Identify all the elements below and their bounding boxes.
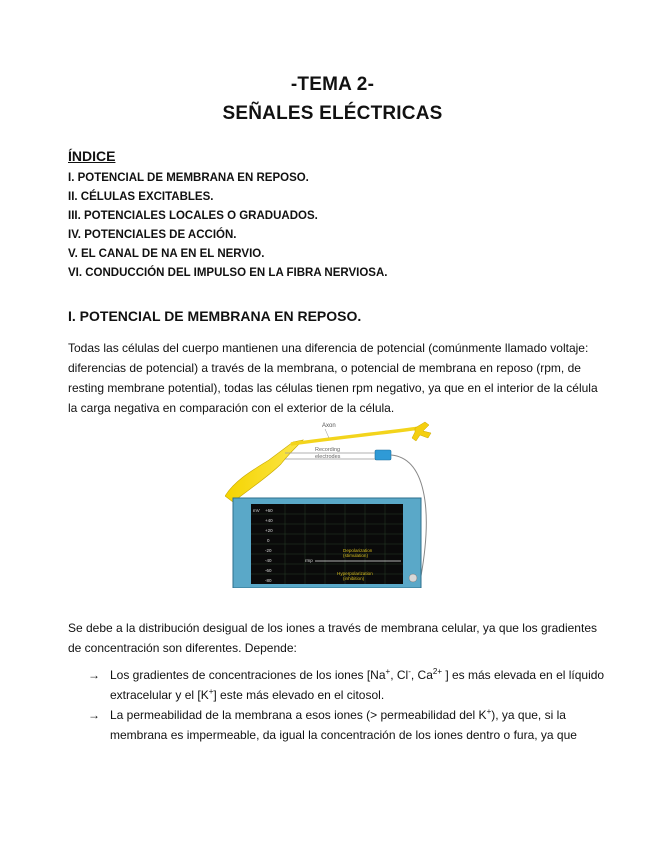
depolarization-label: (stimulation) (343, 553, 369, 558)
paragraph: Se debe a la distribución desigual de los iones a través de membrana celular, ya que los gradientes de concentración son diferentes. Depende: (68, 621, 597, 655)
neuron-soma (225, 440, 303, 502)
axon-terminal (412, 422, 431, 441)
tick-label: +40 (265, 518, 273, 523)
arrow-icon: → (88, 708, 100, 722)
page-title: -TEMA 2- (290, 74, 375, 95)
index-item: IV. POTENCIALES DE ACCIÓN. (68, 229, 237, 241)
hyperpolarization-label: (inhibition) (343, 576, 365, 581)
bullet-text: ] es más elevada en el líquido extracelular y el [K (110, 668, 605, 702)
index-list (68, 169, 387, 283)
superscript: + (385, 667, 391, 676)
bullet-text: La permeabilidad de la membrana a esos iones (> permeabilidad del K (110, 708, 487, 722)
hyperpolarization-label: Hyperpolarization (337, 571, 373, 576)
tick-label: -40 (265, 558, 272, 563)
bullet-text: Los gradientes de concentraciones de los iones [Na (110, 668, 386, 682)
tick-label: 0 (267, 538, 270, 543)
electrode-label: electrodes (315, 454, 341, 460)
superscript: - (408, 667, 411, 676)
index-item: II. CÉLULAS EXCITABLES. (68, 191, 214, 203)
tick-label: -60 (265, 568, 272, 573)
index-item: III. POTENCIALES LOCALES O GRADUADOS. (68, 210, 318, 222)
electrode-box (375, 450, 391, 460)
bullet-text: ), ya que, si la membrana es impermeable, da igual la concentración de los iones dentro o fura, ya que (110, 708, 577, 742)
tick-label: +20 (265, 528, 273, 533)
tick-label: +60 (265, 508, 273, 513)
rmp-label: rmp (305, 558, 313, 563)
tick-label: -80 (265, 578, 272, 583)
axon (291, 428, 420, 444)
depolarization-label: Depolarization (343, 548, 373, 553)
bullet-text: ] este más elevado en el citosol. (213, 688, 385, 702)
bullet-text: , Ca (410, 668, 433, 682)
membrane-potential-figure (225, 418, 450, 588)
knob-icon (409, 574, 417, 582)
unit-label: mV (253, 508, 260, 513)
electrode-label: Recording (315, 447, 341, 453)
superscript: + (208, 687, 214, 696)
arrow-icon: → (88, 668, 100, 682)
bullet-list (88, 665, 608, 745)
section-heading: I. POTENCIAL DE MEMBRANA EN REPOSO. (68, 308, 362, 324)
index-heading: ÍNDICE (68, 148, 116, 164)
paragraph: Todas las células del cuerpo mantienen una diferencia de potencial (comúnmente llamado voltaje: diferencias de potencial) a través de la membrana, o potencial de membrana en reposo (rpm, de resting membrane potential), todas las células tienen rpm negativo, ya que en el interior de la célula la carga negativa en comparación con el exterior de la célula. (68, 341, 598, 415)
index-item: VI. CONDUCCIÓN DEL IMPULSO EN LA FIBRA NERVIOSA. (68, 267, 388, 279)
list-item (88, 705, 608, 745)
list-item (88, 665, 608, 705)
index-item: I. POTENCIAL DE MEMBRANA EN REPOSO. (68, 172, 309, 184)
axon-label: Axon (322, 423, 336, 429)
bullet-text: , Cl (390, 668, 409, 682)
index-item: V. EL CANAL DE NA EN EL NERVIO. (68, 248, 265, 260)
superscript: 2+ (432, 667, 442, 676)
page-subtitle: SEÑALES ELÉCTRICAS (222, 103, 443, 124)
tick-label: -20 (265, 548, 272, 553)
superscript: + (486, 707, 492, 716)
